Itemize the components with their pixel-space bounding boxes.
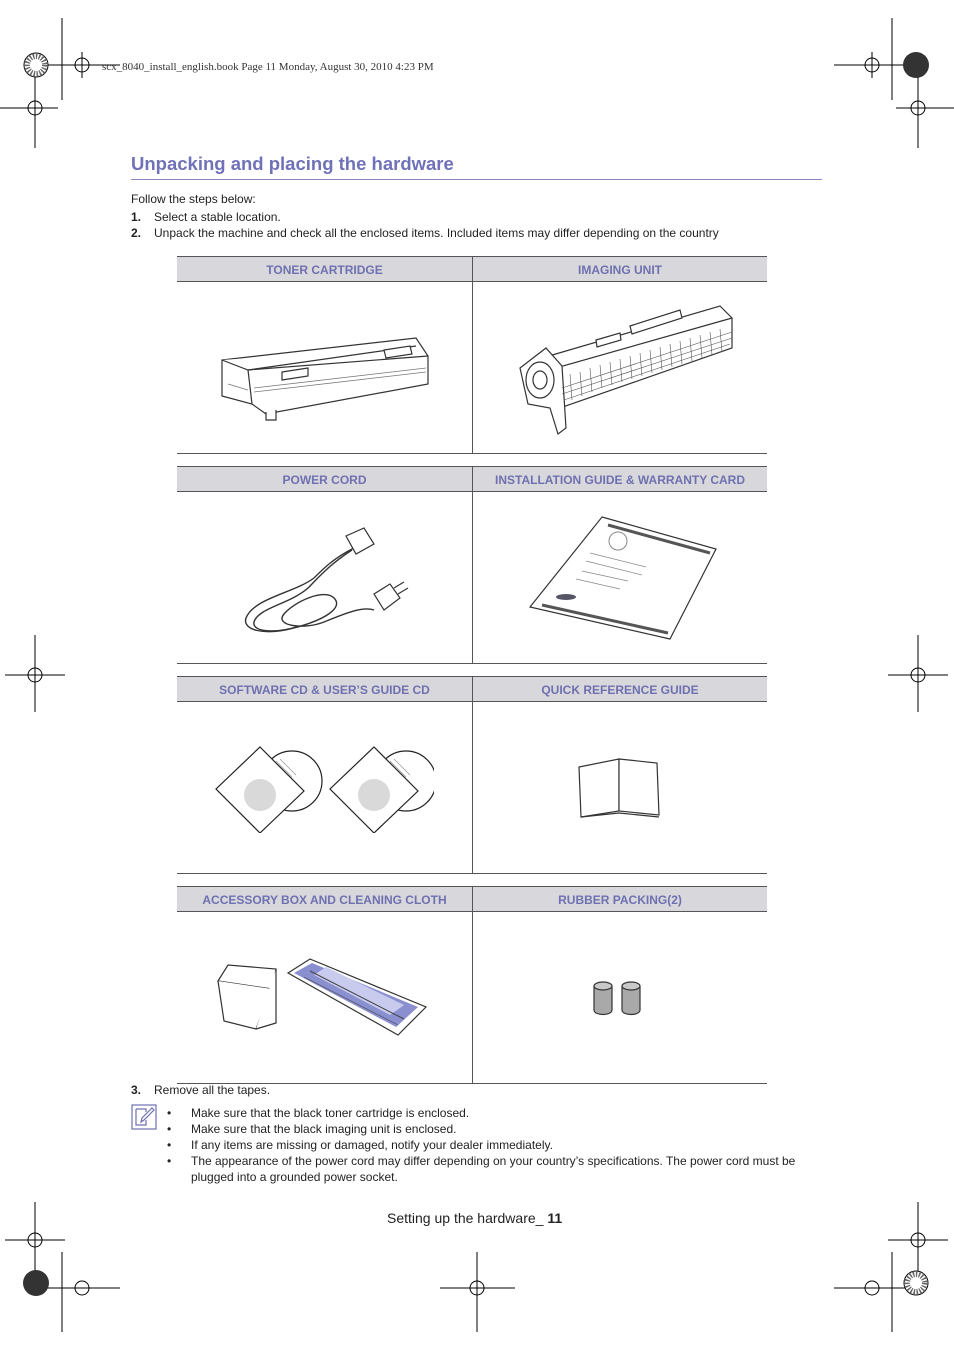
note-item: • The appearance of the power cord may differ depending on your country’s specifications. The power cord must be plugged into a grounded power socket. <box>167 1153 827 1185</box>
power-cord-icon <box>234 518 414 638</box>
installation-guide-cell <box>473 493 767 663</box>
page-footer <box>387 1210 562 1226</box>
item-header: IMAGING UNIT <box>472 256 767 282</box>
page-number: 11 <box>547 1210 563 1226</box>
step-text: Remove all the tapes. <box>154 1083 271 1097</box>
note-item: • Make sure that the black toner cartridge is enclosed. <box>167 1105 827 1121</box>
item-header: ACCESSORY BOX AND CLEANING CLOTH <box>177 886 472 912</box>
note-item: • Make sure that the black imaging unit is enclosed. <box>167 1121 827 1137</box>
items-row-4 <box>177 886 767 1084</box>
step-2 <box>131 226 719 240</box>
power-cord-cell <box>177 493 471 663</box>
quick-reference-cell <box>473 703 767 873</box>
note-icon <box>131 1104 157 1130</box>
step-3 <box>131 1083 270 1097</box>
rubber-packing-cell <box>473 913 767 1083</box>
step-1 <box>131 210 281 224</box>
page-title: Unpacking and placing the hardware <box>131 153 454 174</box>
note-item: • If any items are missing or damaged, notify your dealer immediately. <box>167 1137 827 1153</box>
accessory-box-icon <box>214 953 434 1043</box>
cd-icon <box>214 743 434 833</box>
imaging-unit-icon <box>500 288 740 448</box>
title-rule <box>131 179 822 180</box>
step-number: 1. <box>131 210 142 224</box>
item-header: RUBBER PACKING(2) <box>472 886 767 912</box>
notes-list <box>167 1105 827 1185</box>
items-row-1 <box>177 256 767 454</box>
booklet-icon <box>575 753 665 823</box>
item-header: POWER CORD <box>177 466 472 492</box>
imaging-unit-cell <box>473 283 767 453</box>
item-header: TONER CARTRIDGE <box>177 256 472 282</box>
toner-cartridge-icon <box>204 308 444 428</box>
cd-cell <box>177 703 471 873</box>
installation-guide-icon <box>520 513 720 643</box>
items-row-3 <box>177 676 767 874</box>
toner-cartridge-cell <box>177 283 471 453</box>
footer-text: Setting up the hardware_ <box>387 1210 548 1226</box>
item-header: INSTALLATION GUIDE & WARRANTY CARD <box>472 466 767 492</box>
accessory-box-cell <box>177 913 471 1083</box>
step-text: Select a stable location. <box>154 210 281 224</box>
items-row-2 <box>177 466 767 664</box>
step-number: 3. <box>131 1083 142 1097</box>
step-number: 2. <box>131 226 142 240</box>
intro-text: Follow the steps below: <box>131 192 256 206</box>
step-text: Unpack the machine and check all the enclosed items. Included items may differ depending on the country <box>154 226 719 240</box>
item-header: QUICK REFERENCE GUIDE <box>472 676 767 702</box>
rubber-packing-icon <box>590 978 650 1018</box>
item-header: SOFTWARE CD & USER’S GUIDE CD <box>177 676 472 702</box>
print-header: scx_8040_install_english.book Page 11 Monday, August 30, 2010 4:23 PM <box>102 61 434 73</box>
